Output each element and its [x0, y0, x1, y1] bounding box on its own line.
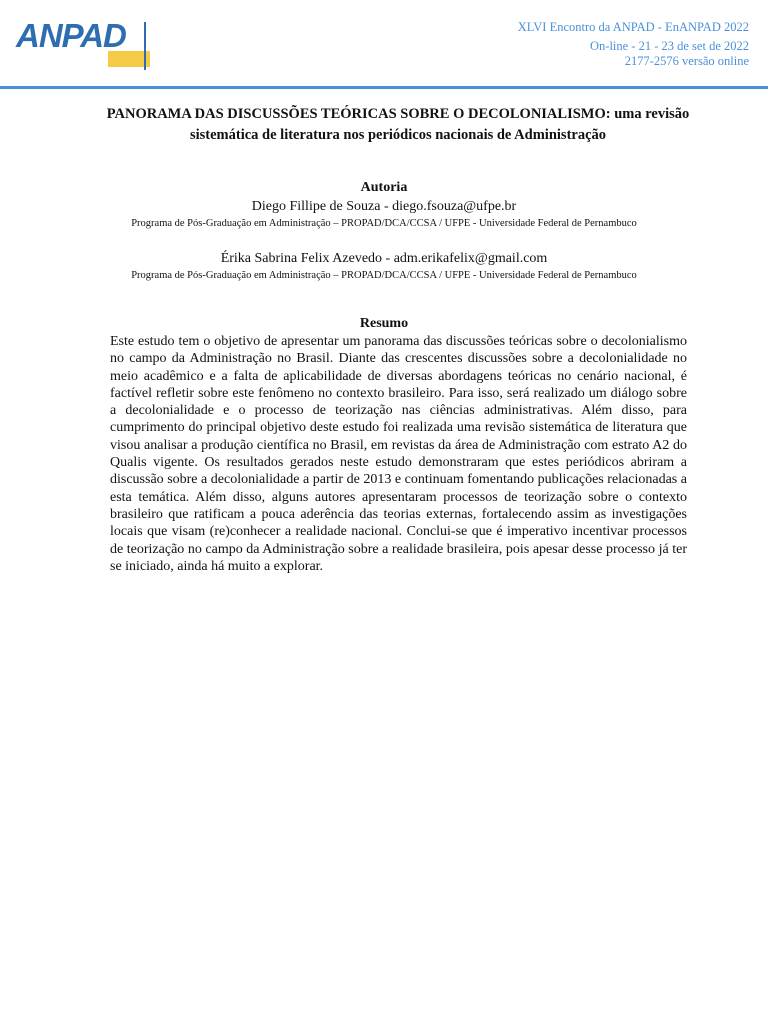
authorship-heading: Autoria: [360, 180, 408, 195]
author-2: Érika Sabrina Felix Azevedo - adm.erikafelix@gmail.com: [220, 251, 548, 266]
anpad-logo: [16, 18, 152, 72]
event-dates: On-line - 21 - 23 de set de 2022: [590, 39, 749, 53]
logo-text: ANPAD: [16, 17, 126, 54]
event-name: XLVI Encontro da ANPAD - EnANPAD 2022: [517, 20, 749, 34]
author-1-affiliation: Programa de Pós-Graduação em Administração – PROPAD/DCA/CCSA / UFPE - Universidade Federal de Pernambuco: [131, 218, 637, 229]
logo-divider: [144, 22, 146, 70]
abstract-heading: Resumo: [359, 316, 409, 331]
author-2-affiliation: Programa de Pós-Graduação em Administração – PROPAD/DCA/CCSA / UFPE - Universidade Federal de Pernambuco: [131, 270, 637, 281]
event-info: [518, 18, 749, 71]
paper-title: PANORAMA DAS DISCUSSÕES TEÓRICAS SOBRE O DECOLONIALISMO: uma revisão sistemática de literatura nos periódicos nacionais de Administração: [106, 106, 690, 143]
author-1: Diego Fillipe de Souza - diego.fsouza@ufpe.br: [251, 199, 517, 214]
issn: 2177-2576 versão online: [624, 54, 749, 68]
header-rule: [0, 86, 768, 89]
abstract-text: Este estudo tem o objetivo de apresentar um panorama das discussões teóricas sobre o decolonialismo no campo da Administração no Brasil. Diante das crescentes discussões sobre a decolonialidade no meio acadêmico e a falta de aplicabilidade de diversas abordagens teóricas no cenário nacional, é factível refletir sobre este fenômeno no contexto brasileiro. Para isso, será realizado um diálogo sobre a decolonialidade e o processo de teorização nas ciências administrativas. Além disso, para cumprimento do principal objetivo deste estudo foi realizada uma revisão sistemática de literatura que visou analisar a produção científica no Brasil, em revistas da área de Administração com estrato A2 do Qualis vigente. Os resultados gerados neste estudo demonstraram que estes periódicos abriram a discussão sobre a decolonialidade a partir de 2013 e continuam fomentando publicações relacionadas a esta temática. Além disso, alguns autores apresentaram processos de teorização sobre o contexto brasileiro que ratificam a pouca aderência das teorias externas, fortalecendo assim as investigações locais que visam (re)conhecer a realidade nacional. Conclui-se que é imperativo incentivar processos de teorização no campo da Administração sobre a realidade brasileira, pois apesar desse processo já ter se iniciado, ainda há muito a explorar.: [110, 334, 687, 574]
